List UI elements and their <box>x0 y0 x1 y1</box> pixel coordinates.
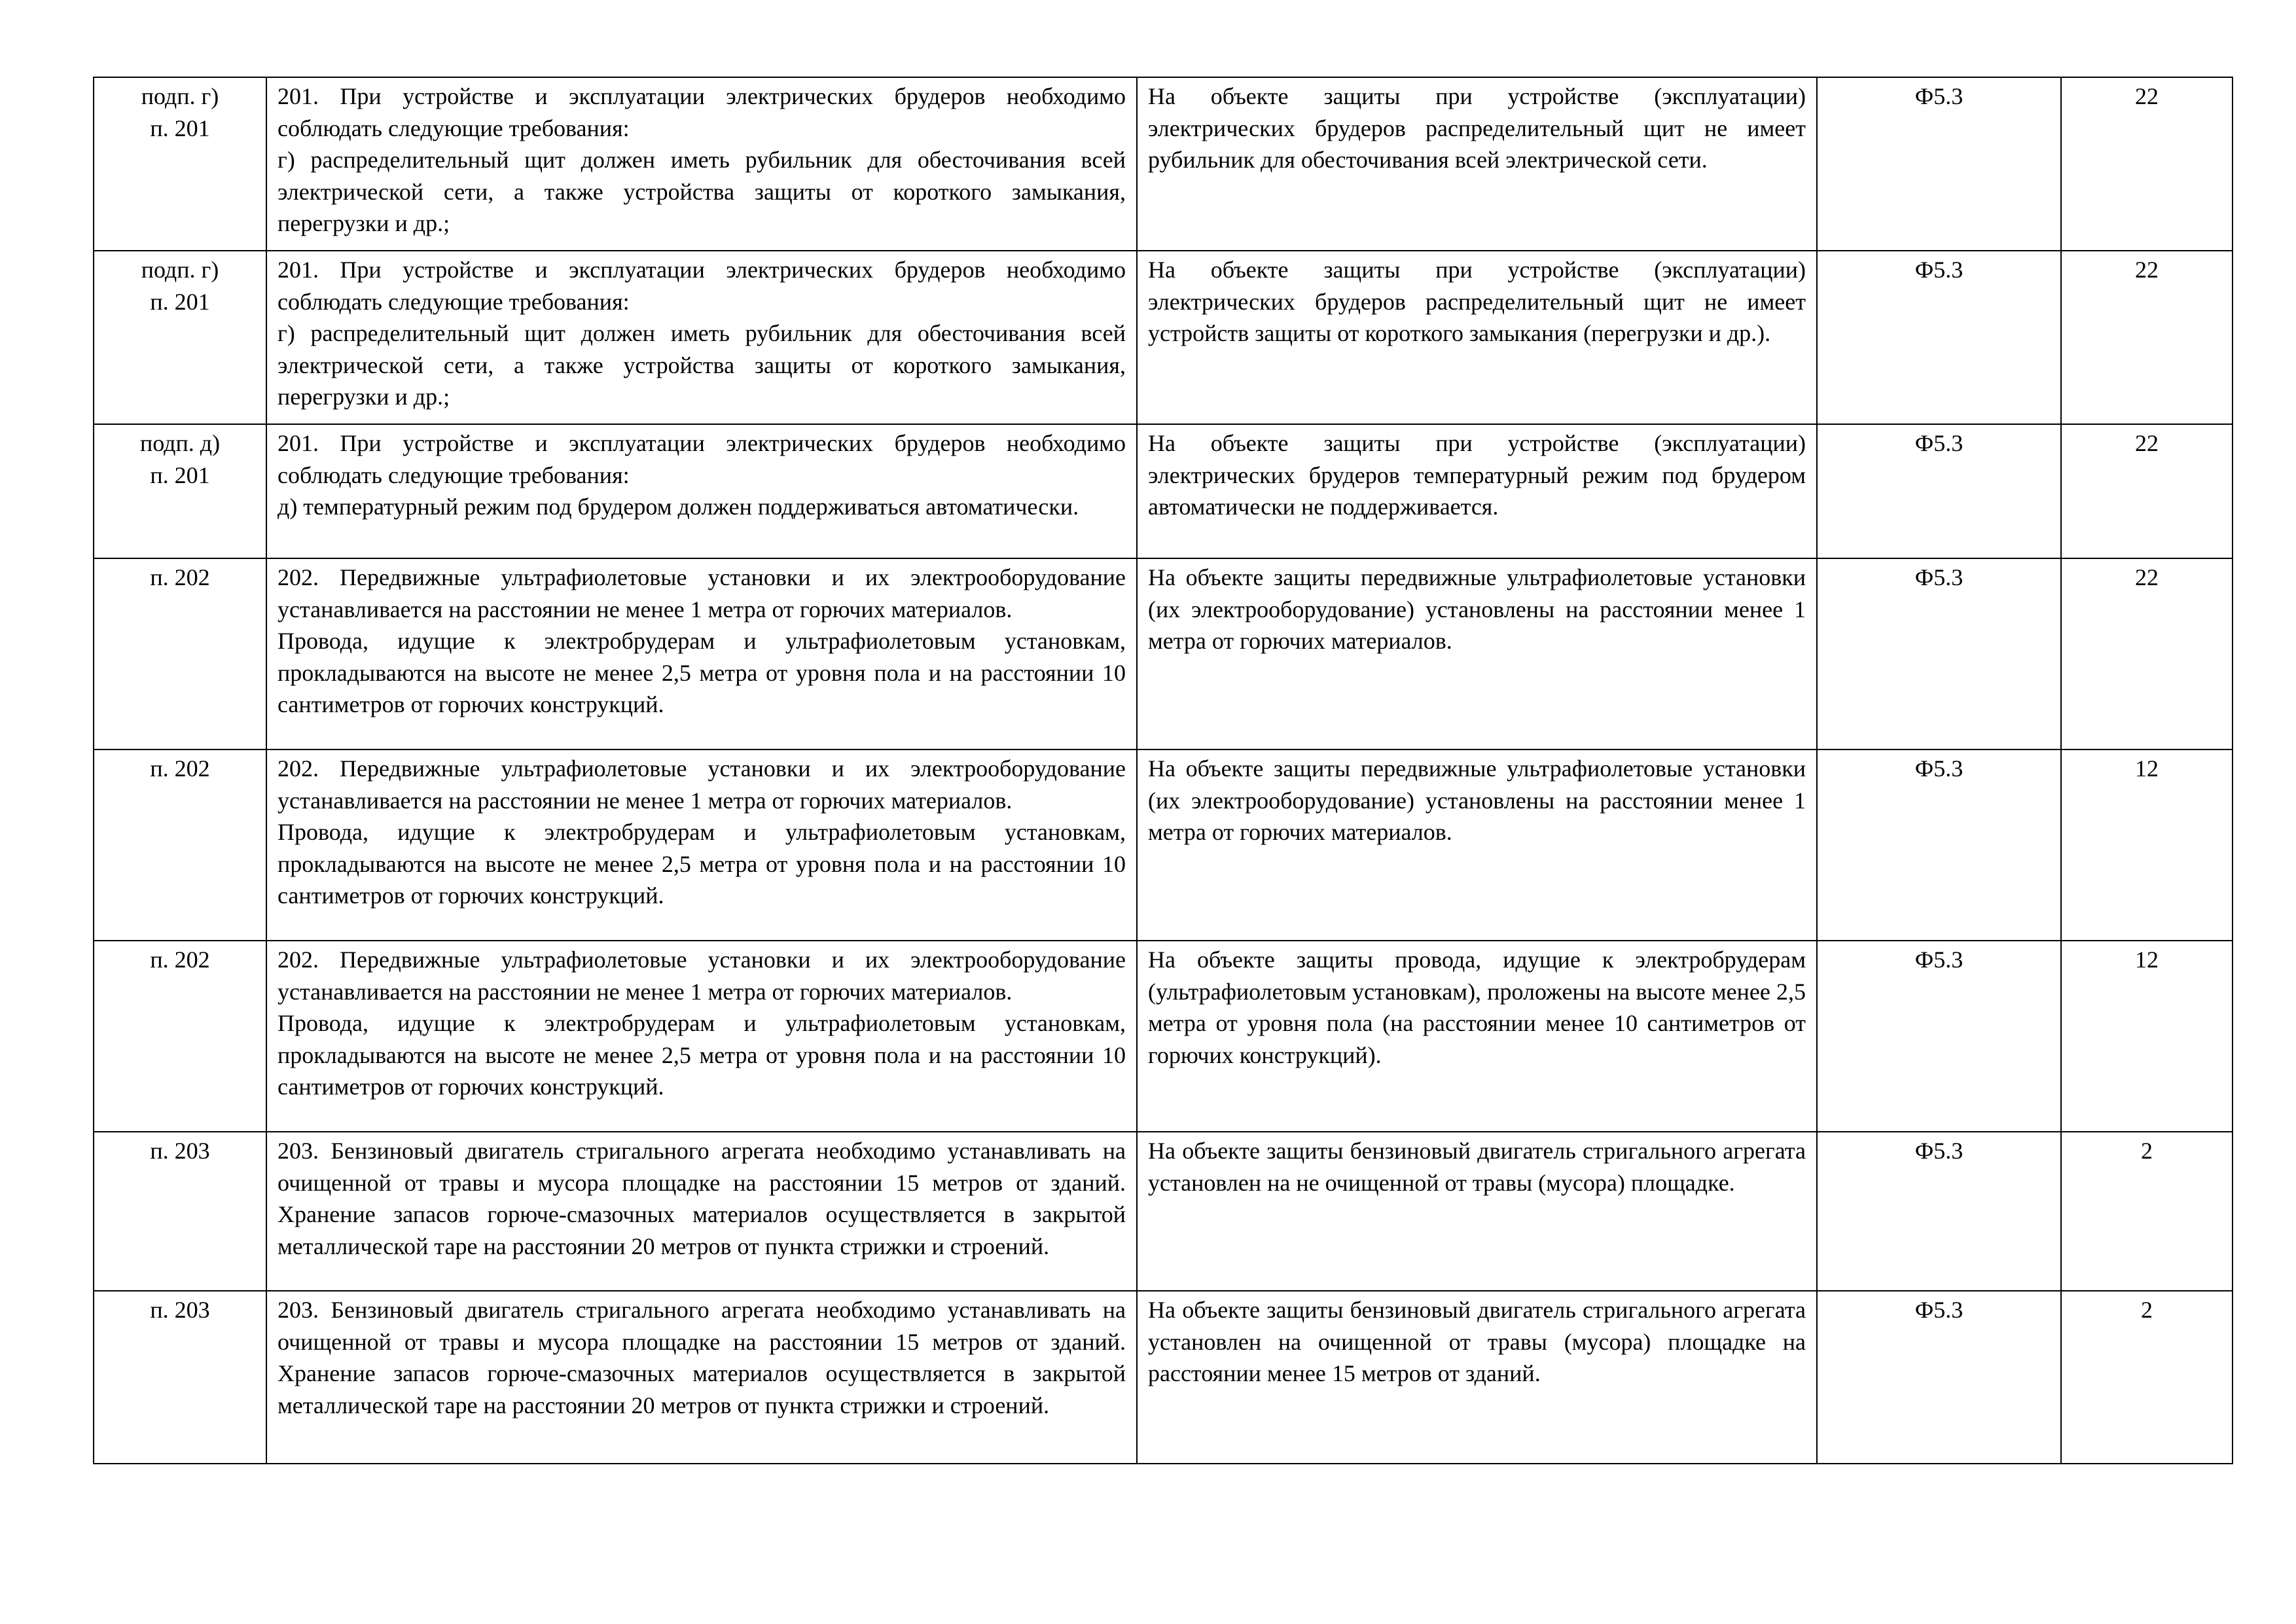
clause-reference-cell <box>94 1291 266 1464</box>
violation-description-cell <box>1137 1291 1817 1464</box>
article-number: 22 <box>2135 257 2159 283</box>
table-row <box>94 941 2233 1132</box>
violation-description: На объекте защиты бензиновый двигатель стригального агрегата установлен на очищенной от травы (мусора) площадке на расстоянии менее 15 метров от зданий. <box>1148 1297 1806 1387</box>
requirement-paragraph: 201. При устройстве и эксплуатации электрических брудеров необходимо соблюдать следующие требования: <box>278 83 1126 141</box>
article-number: 12 <box>2135 947 2159 973</box>
clause-reference: п. 201 <box>150 288 210 315</box>
requirement-paragraph: г) распределительный щит должен иметь рубильник для обесточивания всей электрической сети, а также устройства защиты от короткого замыкания, перегрузки и др.; <box>278 147 1126 237</box>
clause-reference-cell <box>94 1132 266 1291</box>
requirement-text-cell <box>266 251 1137 424</box>
article-number-cell <box>2061 749 2233 941</box>
requirement-text-cell <box>266 424 1137 558</box>
article-number-cell <box>2061 77 2233 251</box>
table-row <box>94 251 2233 424</box>
clause-reference: подп. г) <box>141 83 219 109</box>
table-row <box>94 77 2233 251</box>
clause-reference: п. 202 <box>150 564 210 590</box>
clause-reference: п. 202 <box>150 947 210 973</box>
classification-code-cell <box>1817 1132 2061 1291</box>
article-number: 22 <box>2135 83 2159 109</box>
requirement-text-cell <box>266 941 1137 1132</box>
violation-description: На объекте защиты бензиновый двигатель стригального агрегата установлен на не очищенной от травы (мусора) площадке. <box>1148 1138 1806 1196</box>
article-number: 22 <box>2135 430 2159 456</box>
requirement-text-cell <box>266 749 1137 941</box>
violation-description: На объекте защиты провода, идущие к электробрудерам (ультрафиолетовым установкам), проложены на высоте менее 2,5 метра от уровня пола (на расстоянии менее 10 сантиметров от горючих конструкций). <box>1148 947 1806 1068</box>
classification-code-cell <box>1817 941 2061 1132</box>
requirement-paragraph: 202. Передвижные ультрафиолетовые установки и их электрооборудование устанавливается на расстоянии не менее 1 метра от горючих материалов. <box>278 755 1126 814</box>
classification-code-cell <box>1817 558 2061 749</box>
clause-reference-cell <box>94 941 266 1132</box>
clause-reference-cell <box>94 424 266 558</box>
violation-description: На объекте защиты передвижные ультрафиолетовые установки (их электрооборудование) установлены на расстоянии менее 1 метра от горючих материалов. <box>1148 755 1806 846</box>
article-number-cell <box>2061 1291 2233 1464</box>
violation-description: На объекте защиты при устройстве (эксплуатации) электрических брудеров распределительный щит не имеет рубильник для обесточивания всей электрической сети. <box>1148 83 1806 173</box>
article-number: 2 <box>2141 1297 2153 1323</box>
violation-description: На объекте защиты при устройстве (эксплуатации) электрических брудеров температурный режим под брудером автоматически не поддерживается. <box>1148 430 1806 520</box>
requirement-paragraph: 203. Бензиновый двигатель стригального агрегата необходимо устанавливать на очищенной от травы и мусора площадке на расстоянии 15 метров от зданий. Хранение запасов горюче-смазочных материалов осуществляется в закрытой металлической таре на расстоянии 20 метров от пункта стрижки и строений. <box>278 1297 1126 1418</box>
requirement-paragraph: 202. Передвижные ультрафиолетовые установки и их электрооборудование устанавливается на расстоянии не менее 1 метра от горючих материалов. <box>278 947 1126 1005</box>
classification-code: Ф5.3 <box>1914 755 1964 782</box>
article-number-cell <box>2061 941 2233 1132</box>
clause-reference-cell <box>94 251 266 424</box>
clause-reference: п. 201 <box>150 115 210 141</box>
violation-description-cell <box>1137 251 1817 424</box>
requirement-paragraph: д) температурный режим под брудером должен поддерживаться автоматически. <box>278 494 1079 520</box>
requirements-table <box>93 77 2233 1464</box>
table-row <box>94 424 2233 558</box>
requirement-paragraph: 203. Бензиновый двигатель стригального агрегата необходимо устанавливать на очищенной от травы и мусора площадке на расстоянии 15 метров от зданий. Хранение запасов горюче-смазочных материалов осуществляется в закрытой металлической таре на расстоянии 20 метров от пункта стрижки и строений. <box>278 1138 1126 1259</box>
clause-reference: п. 203 <box>150 1297 210 1323</box>
classification-code-cell <box>1817 424 2061 558</box>
article-number: 2 <box>2141 1138 2153 1164</box>
requirement-paragraph: Провода, идущие к электробрудерам и ультрафиолетовым установкам, прокладываются на высоте не менее 2,5 метра от уровня пола и на расстоянии 10 сантиметров от горючих конструкций. <box>278 1010 1126 1100</box>
classification-code-cell <box>1817 77 2061 251</box>
classification-code: Ф5.3 <box>1914 430 1964 456</box>
table-row <box>94 749 2233 941</box>
violation-description: На объекте защиты при устройстве (эксплуатации) электрических брудеров распределительный щит не имеет устройств защиты от короткого замыкания (перегрузки и др.). <box>1148 257 1806 347</box>
article-number: 22 <box>2135 564 2159 590</box>
clause-reference: п. 203 <box>150 1138 210 1164</box>
violation-description-cell <box>1137 558 1817 749</box>
classification-code: Ф5.3 <box>1914 1297 1964 1323</box>
classification-code-cell <box>1817 1291 2061 1464</box>
article-number-cell <box>2061 1132 2233 1291</box>
classification-code-cell <box>1817 251 2061 424</box>
clause-reference-cell <box>94 558 266 749</box>
article-number-cell <box>2061 558 2233 749</box>
article-number-cell <box>2061 424 2233 558</box>
classification-code: Ф5.3 <box>1914 947 1964 973</box>
violation-description-cell <box>1137 1132 1817 1291</box>
violation-description-cell <box>1137 424 1817 558</box>
classification-code: Ф5.3 <box>1914 564 1964 590</box>
clause-reference: подп. д) <box>139 430 221 456</box>
classification-code: Ф5.3 <box>1914 257 1964 283</box>
violation-description-cell <box>1137 941 1817 1132</box>
requirement-text-cell <box>266 1132 1137 1291</box>
clause-reference-cell <box>94 749 266 941</box>
requirement-paragraph: г) распределительный щит должен иметь рубильник для обесточивания всей электрической сети, а также устройства защиты от короткого замыкания, перегрузки и др.; <box>278 320 1126 410</box>
table-row <box>94 1291 2233 1464</box>
requirement-text-cell <box>266 558 1137 749</box>
classification-code: Ф5.3 <box>1914 1138 1964 1164</box>
violation-description-cell <box>1137 749 1817 941</box>
article-number: 12 <box>2135 755 2159 782</box>
violation-description-cell <box>1137 77 1817 251</box>
requirement-paragraph: Провода, идущие к электробрудерам и ультрафиолетовым установкам, прокладываются на высоте не менее 2,5 метра от уровня пола и на расстоянии 10 сантиметров от горючих конструкций. <box>278 628 1126 718</box>
requirement-text-cell <box>266 77 1137 251</box>
clause-reference: п. 202 <box>150 755 210 782</box>
clause-reference: подп. г) <box>141 257 219 283</box>
requirement-paragraph: Провода, идущие к электробрудерам и ультрафиолетовым установкам, прокладываются на высоте не менее 2,5 метра от уровня пола и на расстоянии 10 сантиметров от горючих конструкций. <box>278 819 1126 909</box>
table-row <box>94 558 2233 749</box>
table-body <box>94 77 2233 1464</box>
table-row <box>94 1132 2233 1291</box>
requirement-paragraph: 202. Передвижные ультрафиолетовые установки и их электрооборудование устанавливается на расстоянии не менее 1 метра от горючих материалов. <box>278 564 1126 623</box>
requirement-paragraph: 201. При устройстве и эксплуатации электрических брудеров необходимо соблюдать следующие требования: <box>278 257 1126 315</box>
requirement-text-cell <box>266 1291 1137 1464</box>
article-number-cell <box>2061 251 2233 424</box>
violation-description: На объекте защиты передвижные ультрафиолетовые установки (их электрооборудование) установлены на расстоянии менее 1 метра от горючих материалов. <box>1148 564 1806 655</box>
classification-code-cell <box>1817 749 2061 941</box>
clause-reference-cell <box>94 77 266 251</box>
clause-reference: п. 201 <box>150 461 210 488</box>
classification-code: Ф5.3 <box>1914 83 1964 109</box>
requirement-paragraph: 201. При устройстве и эксплуатации электрических брудеров необходимо соблюдать следующие требования: <box>278 430 1126 488</box>
